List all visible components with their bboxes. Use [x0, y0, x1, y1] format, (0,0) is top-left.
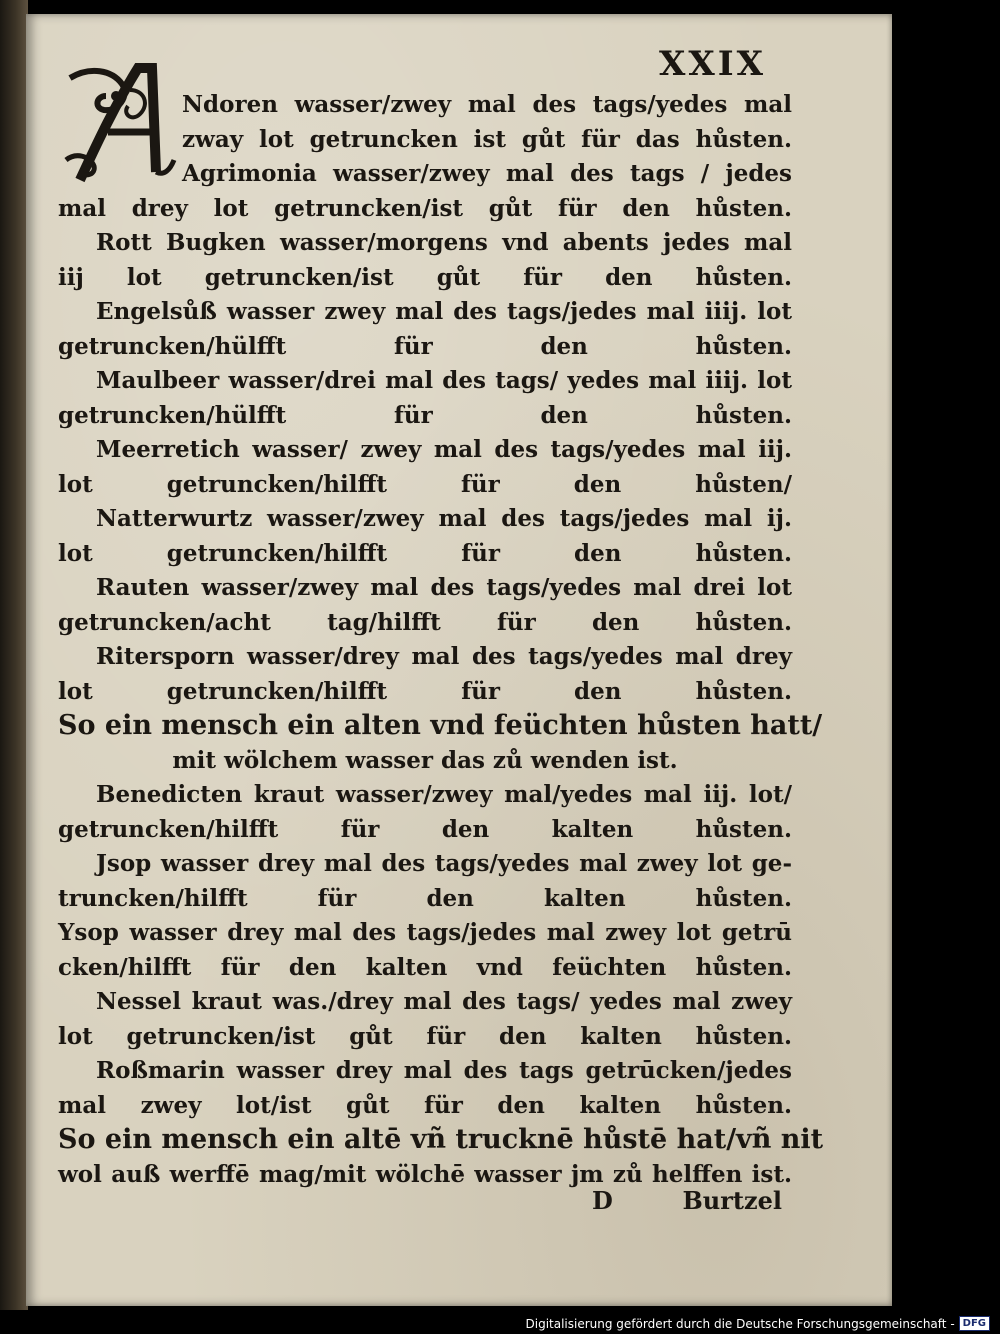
catchword-row [592, 1186, 782, 1226]
text-line: Roßmarin wasser drey mal des tags getrūcken/jedes [96, 1057, 792, 1084]
text-line: lot getruncken/hilfft für den hůsten. [58, 677, 792, 705]
dfg-logo: DFG [959, 1316, 990, 1331]
credit-text: Digitalisierung gefördert durch die Deutsche Forschungsgemeinschaft - [525, 1316, 955, 1331]
text-line: Ysop wasser drey mal des tags/jedes mal zwey lot getrū [58, 919, 792, 946]
book-page [26, 14, 892, 1306]
text-line: Maulbeer wasser/drei mal des tags/ yedes mal iiij. lot [96, 367, 792, 394]
text-line: Meerretich wasser/ zwey mal des tags/yedes mal iij. [96, 436, 792, 463]
text-line: truncken/hilfft für den kalten hůsten. [58, 884, 792, 912]
section-heading: So ein mensch ein alten vnd feüchten hůsten hatt/ [58, 710, 823, 741]
text-line: Jsop wasser drey mal des tags/yedes mal zwey lot ge- [96, 850, 792, 877]
text-line: mal zwey lot/ist gůt für den kalten hůsten. [58, 1091, 792, 1119]
text-line: Nessel kraut was./drey mal des tags/ yedes mal zwey [96, 988, 792, 1015]
text-line: Engelsůß wasser zwey mal des tags/jedes mal iiij. lot [96, 298, 792, 325]
catchword: Burtzel [682, 1186, 782, 1215]
text-line: Rott Bugken wasser/morgens vnd abents jedes mal [96, 229, 792, 256]
body-text [58, 88, 824, 1192]
text-line: Natterwurtz wasser/zwey mal des tags/jedes mal ij. [96, 505, 792, 532]
book-spine-edge [0, 0, 28, 1310]
text-line: lot getruncken/ist gůt für den kalten hůsten. [58, 1022, 792, 1050]
text-line: iij lot getruncken/ist gůt für den hůsten. [58, 263, 792, 291]
digitization-credit [526, 1316, 991, 1331]
signature-mark: D [592, 1186, 613, 1215]
text-line: getruncken/hülfft für den hůsten. [58, 401, 792, 429]
text-line: getruncken/hilfft für den kalten hůsten. [58, 815, 792, 843]
text-line: zway lot getruncken ist gůt für das hůsten. [182, 125, 792, 153]
text-line: lot getruncken/hilfft für den hůsten. [58, 539, 792, 567]
text-line: Agrimonia wasser/zwey mal des tags / jedes [182, 160, 792, 187]
text-line: lot getruncken/hilfft für den hůsten/ [58, 470, 792, 498]
text-line: Ritersporn wasser/drey mal des tags/yedes mal drey [96, 643, 792, 670]
text-line: getruncken/hülfft für den hůsten. [58, 332, 792, 360]
text-line: Ndoren wasser/zwey mal des tags/yedes mal [182, 91, 792, 118]
text-line: Rauten wasser/zwey mal des tags/yedes mal drei lot [96, 574, 792, 601]
folio-number: XXIX [658, 44, 766, 84]
text-line: Benedicten kraut wasser/zwey mal/yedes mal iij. lot/ [96, 781, 792, 808]
text-line: mal drey lot getruncken/ist gůt für den hůsten. [58, 194, 792, 222]
section-heading-sub: mit wölchem wasser das zů wenden ist. [172, 746, 678, 774]
section-heading: So ein mensch ein altē vñ trucknē hůstē hat/vñ nit [58, 1124, 824, 1155]
text-line: wol auß werffē mag/mit wölchē wasser jm zů helffen ist. [58, 1160, 792, 1188]
text-line: cken/hilfft für den kalten vnd feüchten hůsten. [58, 953, 792, 981]
text-line: getruncken/acht tag/hilfft für den hůsten. [58, 608, 792, 636]
